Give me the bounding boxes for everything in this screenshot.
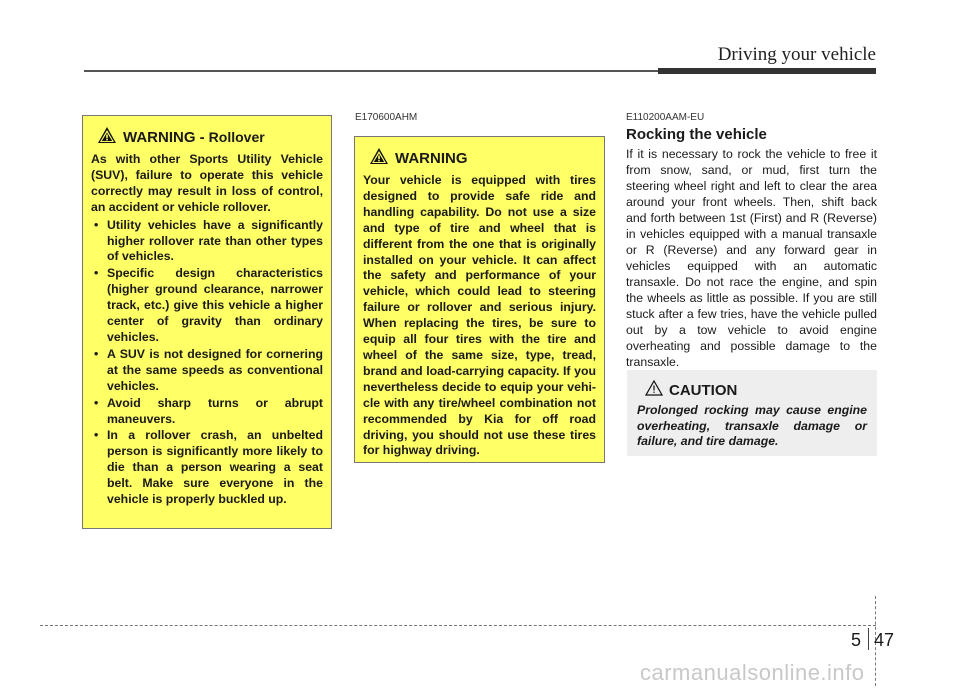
page-number: 47: [874, 630, 895, 650]
caution-box: [627, 370, 877, 456]
caution-text: Prolonged rocking may cause engine overheating, transaxle damage or failure, and tire damage.: [637, 403, 867, 448]
warning-triangle-icon: [369, 147, 389, 169]
caution-heading: [637, 380, 867, 400]
caution-heading-text: CAUTION: [669, 381, 738, 399]
list-item: • Specific design characteristics (higher ground clearance, narrower track, etc.) give this vehicle a higher center of gravity than ordinary vehicles.: [91, 266, 323, 346]
caution-triangle-icon: [645, 380, 663, 400]
section-title: Rocking the vehicle: [626, 126, 767, 143]
list-item: • A SUV is not designed for cornering at the same speeds as conventional vehicles.: [91, 347, 323, 395]
tire-warning-heading: [363, 147, 596, 169]
rocking-body-text: If it is necessary to rock the vehicle to free it from snow, sand, or mud, first turn the steering wheel right and left to clear the area around your front wheels. Then, shift back and forth between 1st (First) and R (Reverse) in vehicles equipped with a manual transaxle or R (Reverse) and any forward gear in vehicles equipped with an automatic transaxle. Do not race the engine, and spin the wheels as little as possible. If you are still stuck after a few tries, have the vehicle pulled out by a tow vehicle to avoid engine overheating and possible damage to the transaxle.: [626, 147, 877, 369]
rollover-warning-heading: [91, 126, 323, 148]
section-code: E170600AHM: [355, 112, 418, 123]
tire-warning-text: Your vehicle is equipped with tires designed to provide safe ride and handling capability. Do not use a size and type of tire and wheel that is different from the one that is originally installed on your vehicle. It can affect the safety and performance of your vehicle, which could lead to steering failure or rollover and serious injury. When replacing the tires, be sure to equip all four tires with the tire and wheel of the same size, type, tread, brand and load-carrying capacity. If you nevertheless decide to equip your vehicle with any tire/wheel combination not recommended by Kia for off road driving, you should not use these tires for highway driving.: [363, 173, 596, 458]
rollover-subheading: Rollover: [208, 129, 265, 145]
list-item: • Utility vehicles have a significantly higher rollover rate than other types of vehicles.: [91, 218, 323, 266]
warning-triangle-icon: [97, 126, 117, 148]
list-item: • In a rollover crash, an unbelted person is significantly more likely to die than a person wearing a seat belt. Make sure everyone in the vehicle is properly buckled up.: [91, 428, 323, 508]
rollover-warning-box: [82, 115, 332, 529]
header-rule: [84, 70, 658, 72]
rollover-bullet-list: [91, 218, 323, 508]
list-item: • Avoid sharp turns or abrupt maneuvers.: [91, 396, 323, 428]
section-number: 5: [851, 630, 862, 650]
page-header-title: Driving your vehicle: [717, 44, 876, 65]
rollover-intro: As with other Sports Utility Vehicle (SUV), failure to operate this vehicle correctly may result in loss of control, an accident or vehicle rollover.: [91, 152, 323, 214]
header-bar: [658, 68, 876, 74]
tire-warning-box: [354, 136, 605, 463]
tire-warning-heading-text: WARNING: [395, 149, 468, 167]
section-code: E110200AAM-EU: [626, 112, 705, 123]
watermark: carmanualsonline.info: [640, 660, 865, 685]
rollover-heading-text: WARNING -: [123, 128, 205, 146]
page-number-divider: [868, 628, 869, 650]
footer-rule: [40, 625, 876, 626]
